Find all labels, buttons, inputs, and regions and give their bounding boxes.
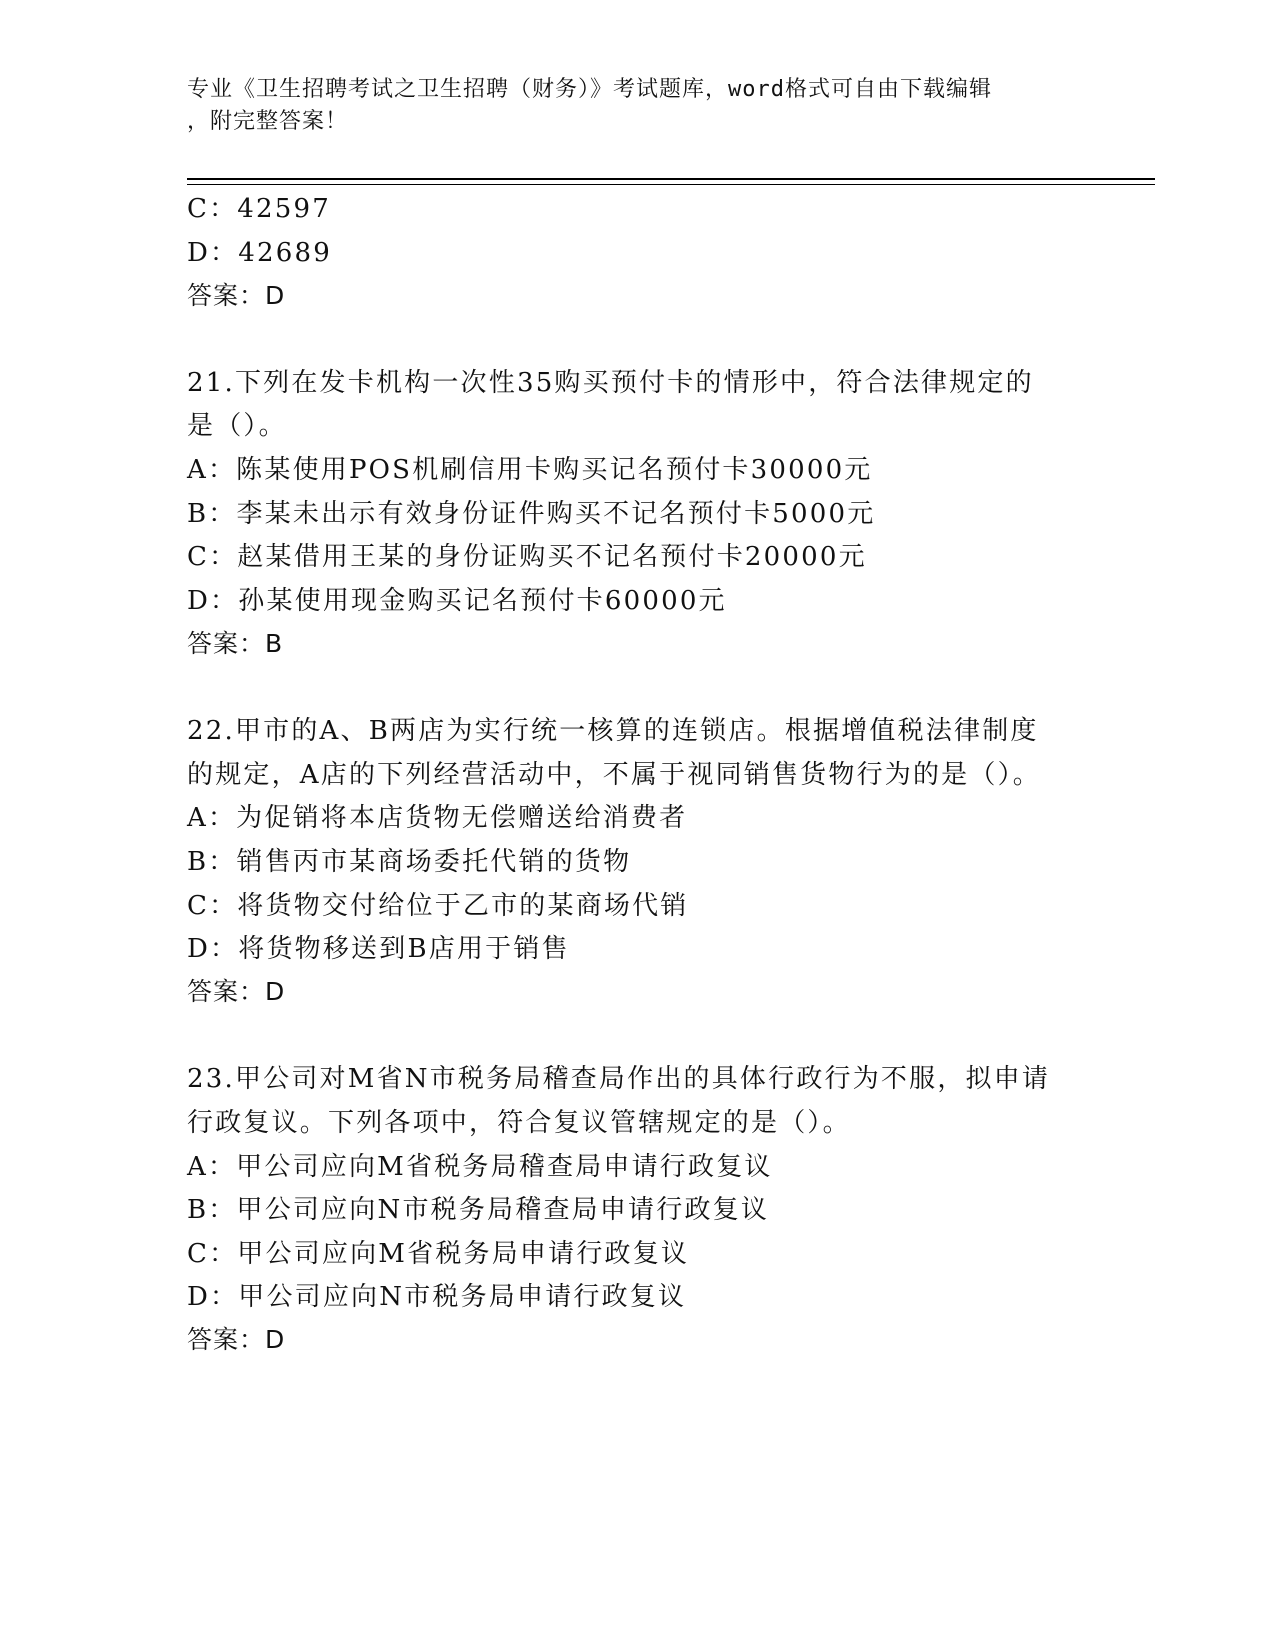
question-23-stem-line-1: 23.甲公司对M省N市税务局稽查局作出的具体行政行为不服，拟申请 [187, 1064, 1051, 1094]
question-23-answer: 答案：D [187, 1325, 286, 1354]
header-divider-thin [187, 184, 1155, 185]
question-23-option-c: C：甲公司应向M省税务局申请行政复议 [187, 1239, 690, 1269]
question-23-stem-line-2: 行政复议。下列各项中，符合复议管辖规定的是（）。 [187, 1108, 851, 1138]
question-22-stem-line-1: 22.甲市的A、B两店为实行统一核算的连锁店。根据增值税法律制度 [187, 716, 1039, 746]
question-21-option-b: B：李某未出示有效身份证件购买不记名预付卡5000元 [187, 499, 876, 529]
question-21-stem-line-1: 21.下列在发卡机构一次性35购买预付卡的情形中，符合法律规定的 [187, 368, 1034, 398]
question-22-option-a: A：为促销将本店货物无偿赠送给消费者 [187, 803, 688, 833]
header-divider-thick [187, 178, 1155, 180]
question-23-option-b: B：甲公司应向N市税务局稽查局申请行政复议 [187, 1195, 770, 1225]
question-21-option-c: C：赵某借用王某的身份证购买不记名预付卡20000元 [187, 542, 867, 572]
question-21-option-a: A：陈某使用POS机刷信用卡购买记名预付卡30000元 [187, 455, 873, 485]
question-22-option-c: C：将货物交付给位于乙市的某商场代销 [187, 891, 689, 921]
prev-answer: 答案：D [187, 281, 286, 310]
document-header [187, 74, 1067, 138]
question-22-stem-line-2: 的规定，A店的下列经营活动中，不属于视同销售货物行为的是（）。 [187, 760, 1041, 790]
header-line-2: ，附完整答案！ [187, 109, 349, 134]
question-23-option-a: A：甲公司应向M省税务局稽查局申请行政复议 [187, 1152, 773, 1182]
question-22-option-d: D：将货物移送到B店用于销售 [187, 934, 570, 964]
question-23-option-d: D：甲公司应向N市税务局申请行政复议 [187, 1282, 687, 1312]
question-21-stem-line-2: 是（）。 [187, 411, 287, 441]
prev-option-d: D：42689 [187, 238, 332, 268]
question-22-option-b: B：销售丙市某商场委托代销的货物 [187, 847, 632, 877]
question-21-answer: 答案：B [187, 629, 284, 658]
question-22-answer: 答案：D [187, 977, 286, 1006]
header-line-1: 专业《卫生招聘考试之卫生招聘（财务）》考试题库，word格式可自由下载编辑 [187, 77, 992, 102]
question-21-option-d: D：孙某使用现金购买记名预付卡60000元 [187, 586, 727, 616]
prev-option-c: C：42597 [187, 194, 332, 224]
